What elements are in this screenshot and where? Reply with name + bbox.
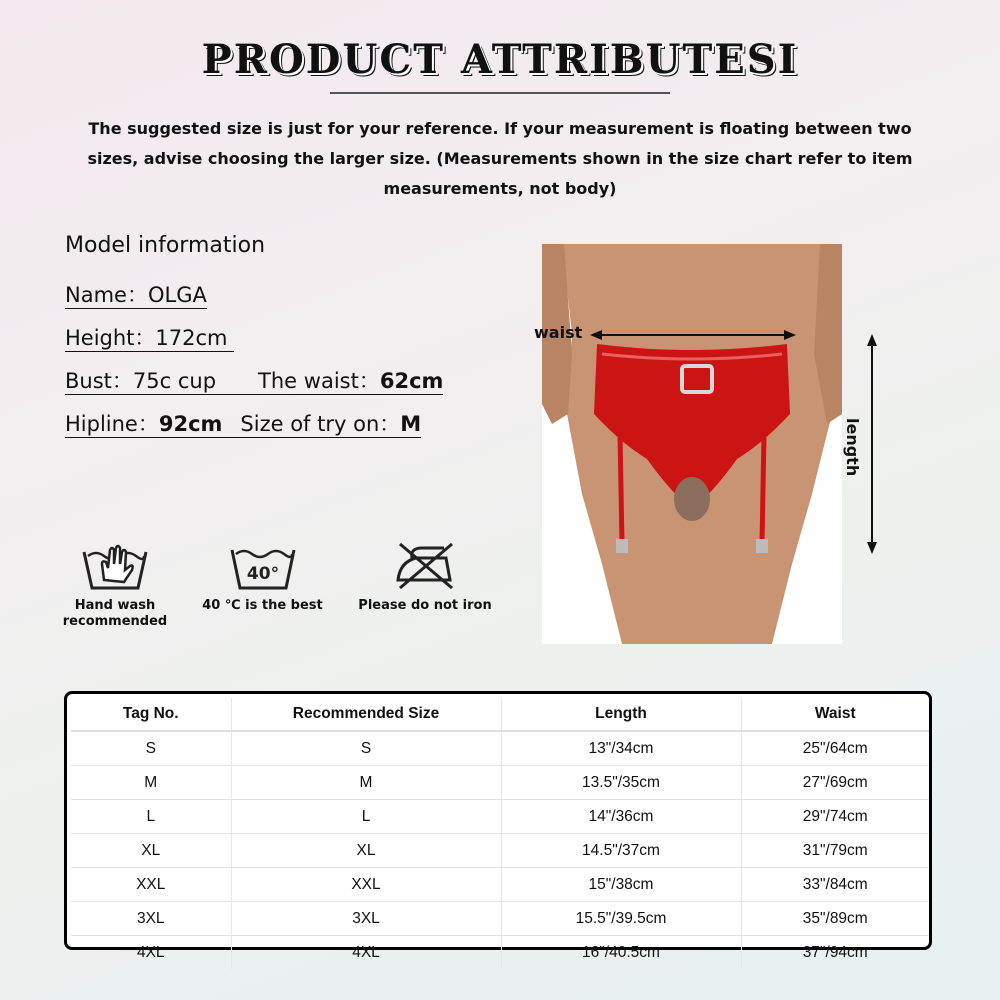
cell-length: 14.5"/37cm: [501, 834, 741, 868]
cell-tag-no: XL: [71, 834, 231, 868]
column-header-length: Length: [501, 698, 741, 731]
model-size-value: M: [400, 412, 422, 436]
cell-length: 15"/38cm: [501, 868, 741, 902]
model-information: [65, 230, 443, 446]
table-header-row: [71, 698, 929, 731]
cell-length: 16"/40.5cm: [501, 936, 741, 970]
model-waist-label: The waist：: [258, 369, 380, 393]
cell-waist: 31"/79cm: [741, 834, 929, 868]
length-arrow-top-head: [867, 334, 877, 346]
model-name: [65, 274, 443, 317]
cell-tag-no: L: [71, 800, 231, 834]
care-temperature: [200, 540, 325, 614]
size-notice: The suggested size is just for your reference. If your measurement is floating between two sizes, advise choosing the larger size. (Measurements shown in the size chart refer to item measurements, not body): [87, 119, 913, 198]
care-no-iron: [355, 540, 495, 614]
do-not-iron-icon: [390, 540, 460, 592]
cell-tag-no: XXL: [71, 868, 231, 902]
model-hip-value: 92cm: [158, 412, 223, 436]
column-header-recommended-size: Recommended Size: [231, 698, 501, 731]
cell-recommended-size: S: [231, 731, 501, 766]
model-height-label: Height：: [65, 326, 156, 350]
model-hip-size: [65, 403, 443, 446]
right-garter: [762, 434, 764, 544]
cell-tag-no: 4XL: [71, 936, 231, 970]
model-name-text: [65, 283, 207, 309]
table-row: [71, 902, 929, 936]
cell-tag-no: 3XL: [71, 902, 231, 936]
product-photo: [542, 244, 842, 644]
hand-wash-icon: [80, 540, 150, 592]
column-header-waist: Waist: [741, 698, 929, 731]
model-hip-label: Hipline：: [65, 412, 159, 436]
model-height-text: [65, 326, 234, 352]
cell-length: 14"/36cm: [501, 800, 741, 834]
no-iron-label: Please do not iron: [358, 598, 492, 613]
cell-waist: 35"/89cm: [741, 902, 929, 936]
model-bust-waist-text: [65, 369, 443, 395]
size-chart: [64, 691, 932, 961]
cell-recommended-size: XL: [231, 834, 501, 868]
cutout: [674, 477, 710, 521]
care-hand-wash: [60, 540, 170, 630]
table-row: [71, 834, 929, 868]
temperature-label: 40 ℃ is the best: [202, 598, 323, 613]
table-row: [71, 868, 929, 902]
cell-waist: 37"/94cm: [802, 943, 868, 961]
title-divider: [330, 92, 670, 94]
right-clip: [756, 539, 768, 553]
model-height: [65, 317, 443, 360]
cell-waist: 25"/64cm: [741, 731, 929, 766]
cell-waist: 29"/74cm: [741, 800, 929, 834]
cell-tag-no: S: [71, 731, 231, 766]
model-bust-label: Bust：: [65, 369, 133, 393]
model-name-label: Name：: [65, 283, 148, 307]
table-row: [71, 800, 929, 834]
length-label: length: [843, 418, 862, 477]
left-garter: [620, 434, 622, 544]
waist-label: waist: [534, 323, 583, 342]
wash-temp-text: 40°: [246, 564, 279, 584]
table-row: [71, 936, 929, 970]
table-body: [71, 731, 929, 969]
model-heading: Model information: [65, 233, 266, 258]
model-bust-value: 75c cup: [132, 369, 217, 393]
model-hip-size-text: [65, 412, 421, 438]
model-size-label: Size of try on：: [240, 412, 401, 436]
table-row: [71, 766, 929, 800]
cell-length: 15.5"/39.5cm: [501, 902, 741, 936]
model-name-value: OLGA: [147, 283, 207, 307]
table-row: [71, 731, 929, 766]
hand-wash-label: Hand wash recommended: [62, 598, 168, 629]
model-height-value: 172cm: [155, 326, 228, 350]
cell-recommended-size: XXL: [231, 868, 501, 902]
cell-length: 13"/34cm: [501, 731, 741, 766]
length-arrow-bottom-head: [867, 542, 877, 554]
cell-length: 13.5"/35cm: [501, 766, 741, 800]
cell-recommended-size: 4XL: [231, 936, 501, 970]
left-clip: [616, 539, 628, 553]
page-title: PRODUCT ATTRIBUTESI: [201, 36, 799, 83]
cell-tag-no: M: [71, 766, 231, 800]
cell-waist: 27"/69cm: [741, 766, 929, 800]
cell-waist: 33"/84cm: [741, 868, 929, 902]
model-bust-waist: [65, 360, 443, 403]
model-waist-value: 62cm: [379, 369, 444, 393]
cell-recommended-size: 3XL: [231, 902, 501, 936]
cell-recommended-size: M: [231, 766, 501, 800]
wash-40-degrees-icon: [228, 540, 298, 592]
column-header-tag-no: Tag No.: [71, 698, 231, 731]
cell-recommended-size: L: [231, 800, 501, 834]
size-table: [71, 698, 929, 969]
